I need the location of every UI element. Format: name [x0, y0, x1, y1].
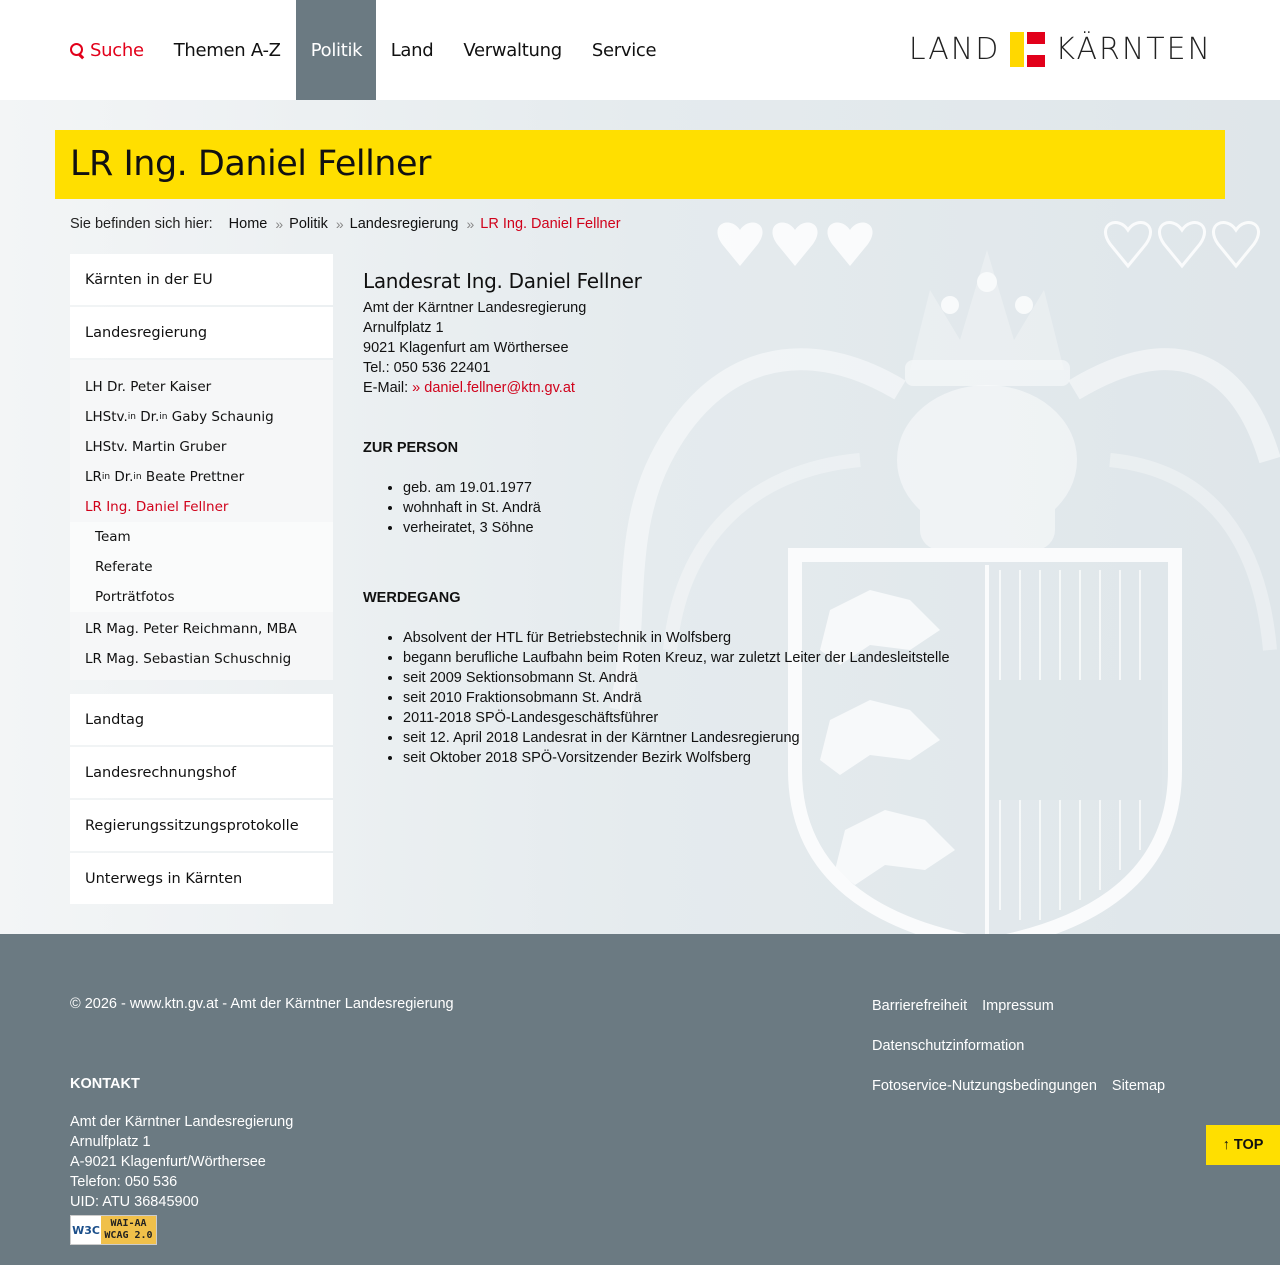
- copyright: © 2026 - www.ktn.gv.at - Amt der Kärntner Landesregierung: [70, 996, 454, 1012]
- main-area: [0, 100, 1280, 934]
- list-item: • Absolvent der HTL für Betriebstechnik in Wolfsberg: [403, 628, 963, 648]
- list-item: • seit 2010 Fraktionsobmann St. Andrä: [403, 688, 963, 708]
- chevron-right-icon: »: [466, 216, 475, 232]
- footer-link-datenschutz[interactable]: Datenschutzinformation: [872, 1038, 1025, 1054]
- main-nav: [55, 0, 671, 100]
- list-item: • seit Oktober 2018 SPÖ-Vorsitzender Bezirk Wolfsberg: [403, 748, 963, 768]
- main-content: [363, 268, 963, 768]
- badge-line: WCAG 2.0: [104, 1230, 153, 1241]
- footer-links: [872, 996, 1232, 1096]
- chevron-right-icon: »: [335, 216, 344, 232]
- chevron-right-icon: »: [275, 216, 284, 232]
- sidebar-item-landesregierung[interactable]: Landesregierung: [70, 307, 333, 358]
- sidebar-item-gaby-schaunig[interactable]: [70, 402, 333, 432]
- wcag-badge-text: [101, 1216, 156, 1244]
- list-item: • seit 2009 Sektionsobmann St. Andrä: [403, 668, 963, 688]
- title-part: Dr.: [136, 409, 160, 425]
- sidebar-nav: [70, 254, 333, 906]
- sidebar-item-unterwegs[interactable]: Unterwegs in Kärnten: [70, 853, 333, 904]
- nav-verwaltung[interactable]: Verwaltung: [463, 39, 562, 61]
- sidebar-sublist-fellner: [70, 522, 333, 612]
- nav-land[interactable]: Land: [390, 39, 434, 61]
- wcag-badge[interactable]: [70, 1215, 157, 1245]
- contact-line: UID: ATU 36845900: [70, 1194, 199, 1210]
- list-item: • verheiratet, 3 Söhne: [403, 518, 963, 538]
- title-part: LHStv.: [85, 409, 128, 425]
- email-link[interactable]: » daniel.fellner@ktn.gv.at: [412, 380, 575, 396]
- breadcrumb: [70, 216, 621, 232]
- address-line: 9021 Klagenfurt am Wörthersee: [363, 340, 569, 356]
- sidebar-item-landtag[interactable]: Landtag: [70, 694, 333, 745]
- contact-line: Telefon: 050 536: [70, 1174, 178, 1190]
- list-item: • geb. am 19.01.1977: [403, 478, 963, 498]
- nav-service[interactable]: Service: [591, 39, 657, 61]
- contact-line: Amt der Kärntner Landesregierung: [70, 1114, 294, 1130]
- list-item: • begann berufliche Laufbahn beim Roten Kreuz, war zuletzt Leiter der Landesleitstelle: [403, 648, 963, 668]
- address-line: Amt der Kärntner Landesregierung: [363, 300, 587, 316]
- email-label: E-Mail:: [363, 380, 409, 396]
- sidebar-sublist-landesregierung: [70, 360, 333, 680]
- content-heading: Landesrat Ing. Daniel Fellner: [363, 269, 642, 293]
- search-icon: [70, 43, 85, 58]
- list-item: • seit 12. April 2018 Landesrat in der Kärntner Landesregierung: [403, 728, 963, 748]
- logo-text-land: LAND: [908, 32, 1001, 67]
- career-list: [403, 628, 963, 768]
- title-sup: in: [133, 472, 142, 482]
- footer-contact: [70, 1076, 293, 1212]
- sidebar-item-daniel-fellner[interactable]: LR Ing. Daniel Fellner: [85, 499, 229, 515]
- sidebar-item-portraetfotos[interactable]: Porträtfotos: [95, 589, 175, 605]
- nav-search-label: Suche: [90, 39, 144, 61]
- sidebar-item-protokolle[interactable]: Regierungssitzungsprotokolle: [70, 800, 333, 851]
- list-item: • 2011-2018 SPÖ-Landesgeschäftsführer: [403, 708, 963, 728]
- sidebar-item-peter-reichmann[interactable]: LR Mag. Peter Reichmann, MBA: [85, 621, 297, 637]
- title-part: Dr.: [110, 469, 134, 485]
- site-header: [0, 0, 1280, 100]
- sidebar-item-team[interactable]: Team: [95, 529, 131, 545]
- contact-heading: KONTAKT: [70, 1076, 140, 1092]
- address-line: Arnulfplatz 1: [363, 320, 444, 336]
- list-item: • wohnhaft in St. Andrä: [403, 498, 963, 518]
- sidebar-item-beate-prettner[interactable]: [70, 462, 333, 492]
- title-sup: in: [127, 412, 136, 422]
- person-heading: ZUR PERSON: [363, 440, 459, 456]
- breadcrumb-lead: Sie befinden sich hier:: [70, 216, 213, 232]
- footer-link-impressum[interactable]: Impressum: [982, 998, 1054, 1014]
- nav-politik[interactable]: Politik: [296, 0, 376, 100]
- breadcrumb-current: LR Ing. Daniel Fellner: [480, 216, 621, 232]
- phone-line: Tel.: 050 536 22401: [363, 360, 491, 376]
- name-part: Gaby Schaunig: [167, 409, 274, 425]
- footer-link-sitemap[interactable]: Sitemap: [1111, 1078, 1166, 1094]
- page-title: LR Ing. Daniel Fellner: [70, 144, 431, 184]
- nav-search[interactable]: [55, 0, 159, 100]
- footer-link-fotoservice[interactable]: Fotoservice-Nutzungsbedingungen: [872, 1078, 1097, 1094]
- sidebar-item-martin-gruber[interactable]: LHStv. Martin Gruber: [85, 439, 227, 455]
- title-sup: in: [159, 412, 168, 422]
- contact-line: A-9021 Klagenfurt/Wörthersee: [70, 1154, 266, 1170]
- sidebar-item-peter-kaiser[interactable]: LH Dr. Peter Kaiser: [85, 379, 212, 395]
- page-title-bar: [55, 130, 1225, 199]
- email-line: [363, 378, 963, 398]
- sidebar-item-referate[interactable]: Referate: [95, 559, 153, 575]
- title-part: LR: [85, 469, 102, 485]
- career-heading: WERDEGANG: [363, 590, 461, 606]
- back-to-top-button[interactable]: ↑ TOP: [1206, 1125, 1280, 1165]
- title-sup: in: [101, 472, 111, 482]
- logo-flag-icon: [1010, 32, 1045, 67]
- footer-link-barrierefreiheit[interactable]: Barrierefreiheit: [872, 998, 968, 1014]
- sidebar-item-eu[interactable]: Kärnten in der EU: [70, 254, 333, 305]
- sidebar-item-landesrechnungshof[interactable]: Landesrechnungshof: [70, 747, 333, 798]
- breadcrumb-landesregierung[interactable]: Landesregierung: [349, 216, 459, 232]
- nav-themen[interactable]: Themen A-Z: [173, 39, 281, 61]
- site-footer: [0, 934, 1280, 1265]
- breadcrumb-home[interactable]: Home: [228, 216, 268, 232]
- badge-line: WAI-AA: [110, 1218, 147, 1229]
- person-list: [403, 478, 963, 538]
- logo-text-kaernten: KÄRNTEN: [1055, 32, 1212, 67]
- site-logo[interactable]: [909, 32, 1212, 67]
- w3c-logo: W3C: [71, 1216, 101, 1244]
- breadcrumb-politik[interactable]: Politik: [289, 216, 328, 232]
- sidebar-item-sebastian-schuschnig[interactable]: LR Mag. Sebastian Schuschnig: [85, 651, 292, 667]
- name-part: Beate Prettner: [141, 469, 245, 485]
- contact-line: Arnulfplatz 1: [70, 1134, 151, 1150]
